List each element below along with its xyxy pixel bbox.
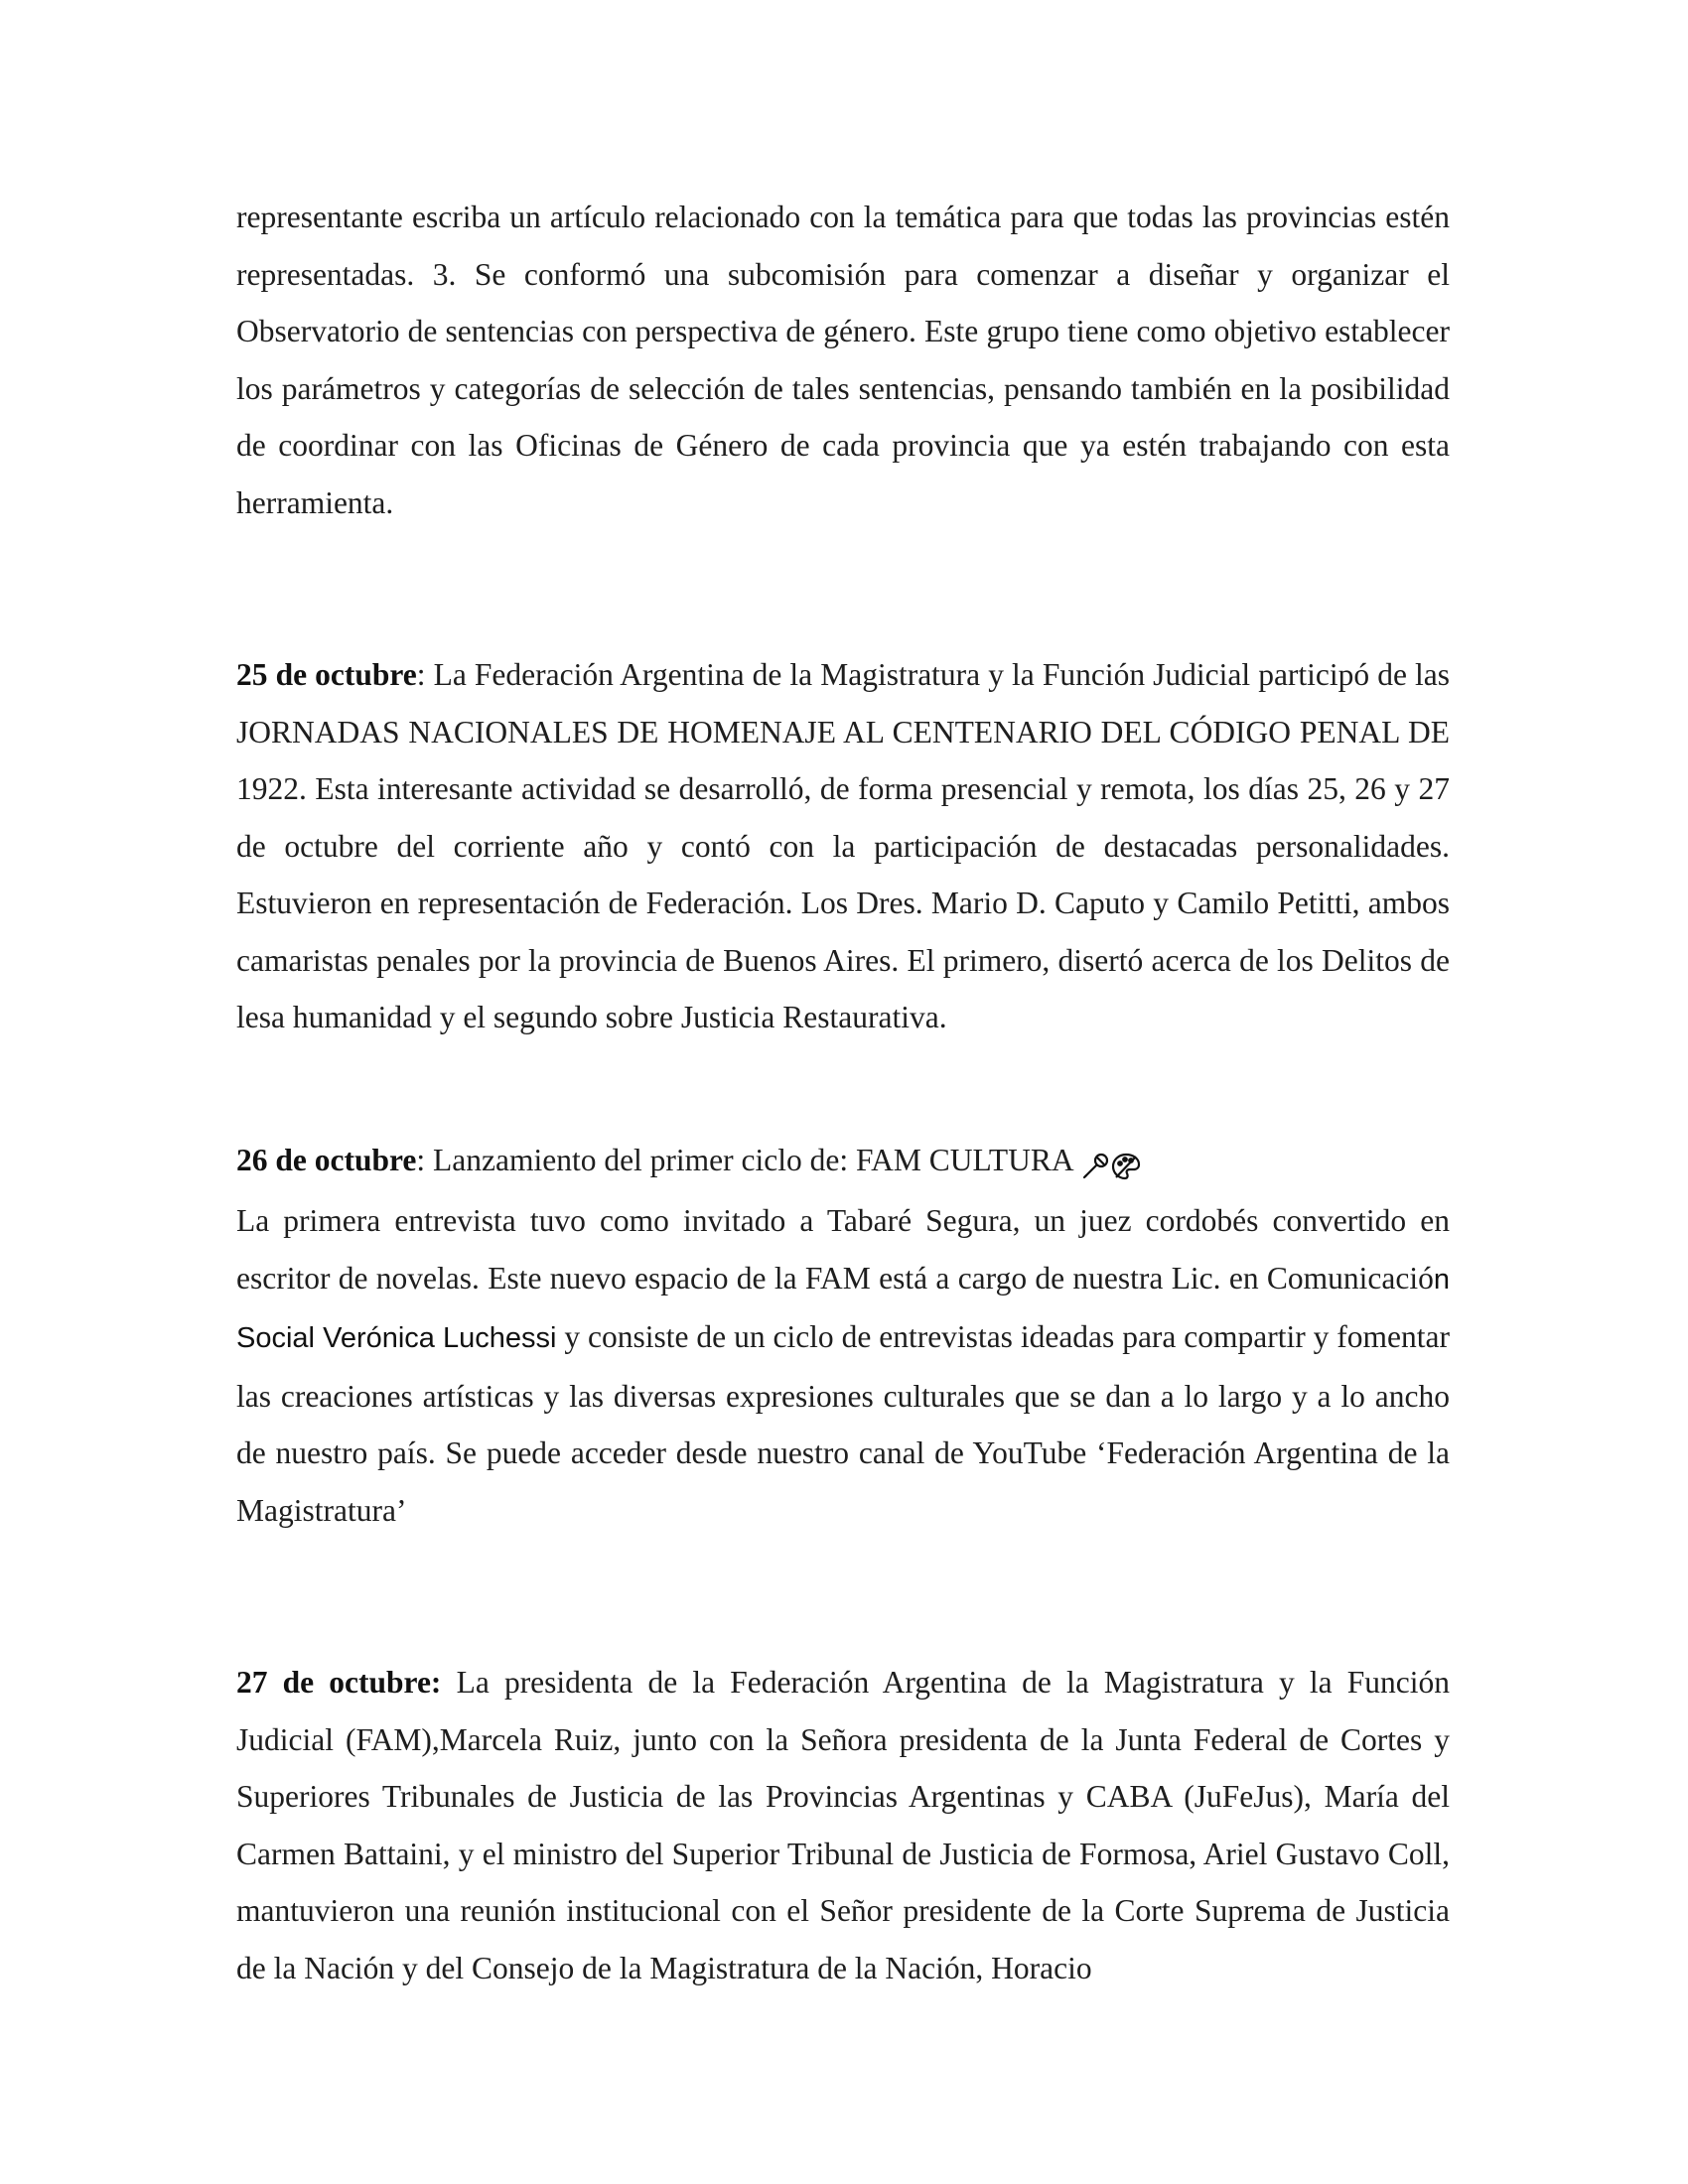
fam-cultura-emoji-group — [1080, 1136, 1142, 1193]
palette-icon — [1110, 1152, 1142, 1181]
paragraph-text: : Lanzamiento del primer ciclo de: FAM CULTURA — [416, 1142, 1074, 1177]
paragraph-text: : La Federación Argentina de la Magistratura y la Función Judicial participó de las JORNADAS NACIONALES DE HOMENAJE AL CENTENARIO DEL CÓDIGO PENAL DE 1922. Esta interesante actividad se desarrolló, de forma presencial y remota, los días 25, 26 y 27 de octubre del corriente año y contó con la participación de destacadas personalidades. Estuvieron en representación de Federación. Los Dres. Mario D. Caputo y Camilo Petitti, ambos camaristas penales por la provincia de Buenos Aires. El primero, disertó acerca de los Delitos de lesa humanidad y el segundo sobre Justicia Restaurativa. — [236, 657, 1451, 1034]
paragraph-observatorio — [236, 189, 1450, 531]
date-heading: 26 de octubre — [236, 1142, 417, 1177]
paragraph-26-octubre — [236, 1132, 1450, 1540]
paragraph-text: La primera entrevista tuvo como invitado a Tabaré Segura, un juez cordobés convertido en escritor de novelas. Este nuevo espacio de la FAM está a cargo de nuestra Lic. en Comunicació — [236, 1203, 1450, 1296]
date-heading: 27 de octubre: — [236, 1665, 442, 1700]
document-page — [236, 189, 1450, 1996]
paragraph-27-octubre — [236, 1654, 1450, 1996]
paragraph-text: representante escriba un artículo relacionado con la temática para que todas las provincias estén representadas. 3. Se conformó una subcomisión para comenzar a diseñar y organizar el Observatorio de sentencias con perspectiva de género. Este grupo tiene como objetivo establecer los parámetros y categorías de selección de tales sentencias, pensando también en la posibilidad de coordinar con las Oficinas de Género de cada provincia que ya estén trabajando con esta herramienta. — [236, 200, 1450, 520]
paragraph-25-octubre — [236, 646, 1450, 1046]
microphone-icon — [1080, 1152, 1110, 1181]
paragraph-text: La presidenta de la Federación Argentina de la Magistratura y la Función Judicial (FAM),Marcela Ruiz, junto con la Señora presidenta de la Junta Federal de Cortes y Superiores Tribunales de Justicia de las Provincias Argentinas y CABA (JuFeJus), María del Carmen Battaini, y el ministro del Superior Tribunal de Justicia de Formosa, Ariel Gustavo Coll, mantuvieron una reunión institucional con el Señor presidente de la Corte Suprema de Justicia de la Nación y del Consejo de la Magistratura de la Nación, Horacio — [236, 1665, 1450, 1985]
paragraph-text: y consiste de un ciclo de entrevistas ideadas para compartir y fomentar las creaciones artísticas y las diversas expresiones culturales que se dan a lo largo y a lo ancho de nuestro país. Se puede acceder desde nuestro canal de YouTube ‘Federación Argentina de la Magistratura’ — [236, 1319, 1450, 1528]
date-heading: 25 de octubre — [236, 657, 417, 692]
paragraph-text-sans: n Social Verónica Luchessi — [236, 1263, 1450, 1354]
